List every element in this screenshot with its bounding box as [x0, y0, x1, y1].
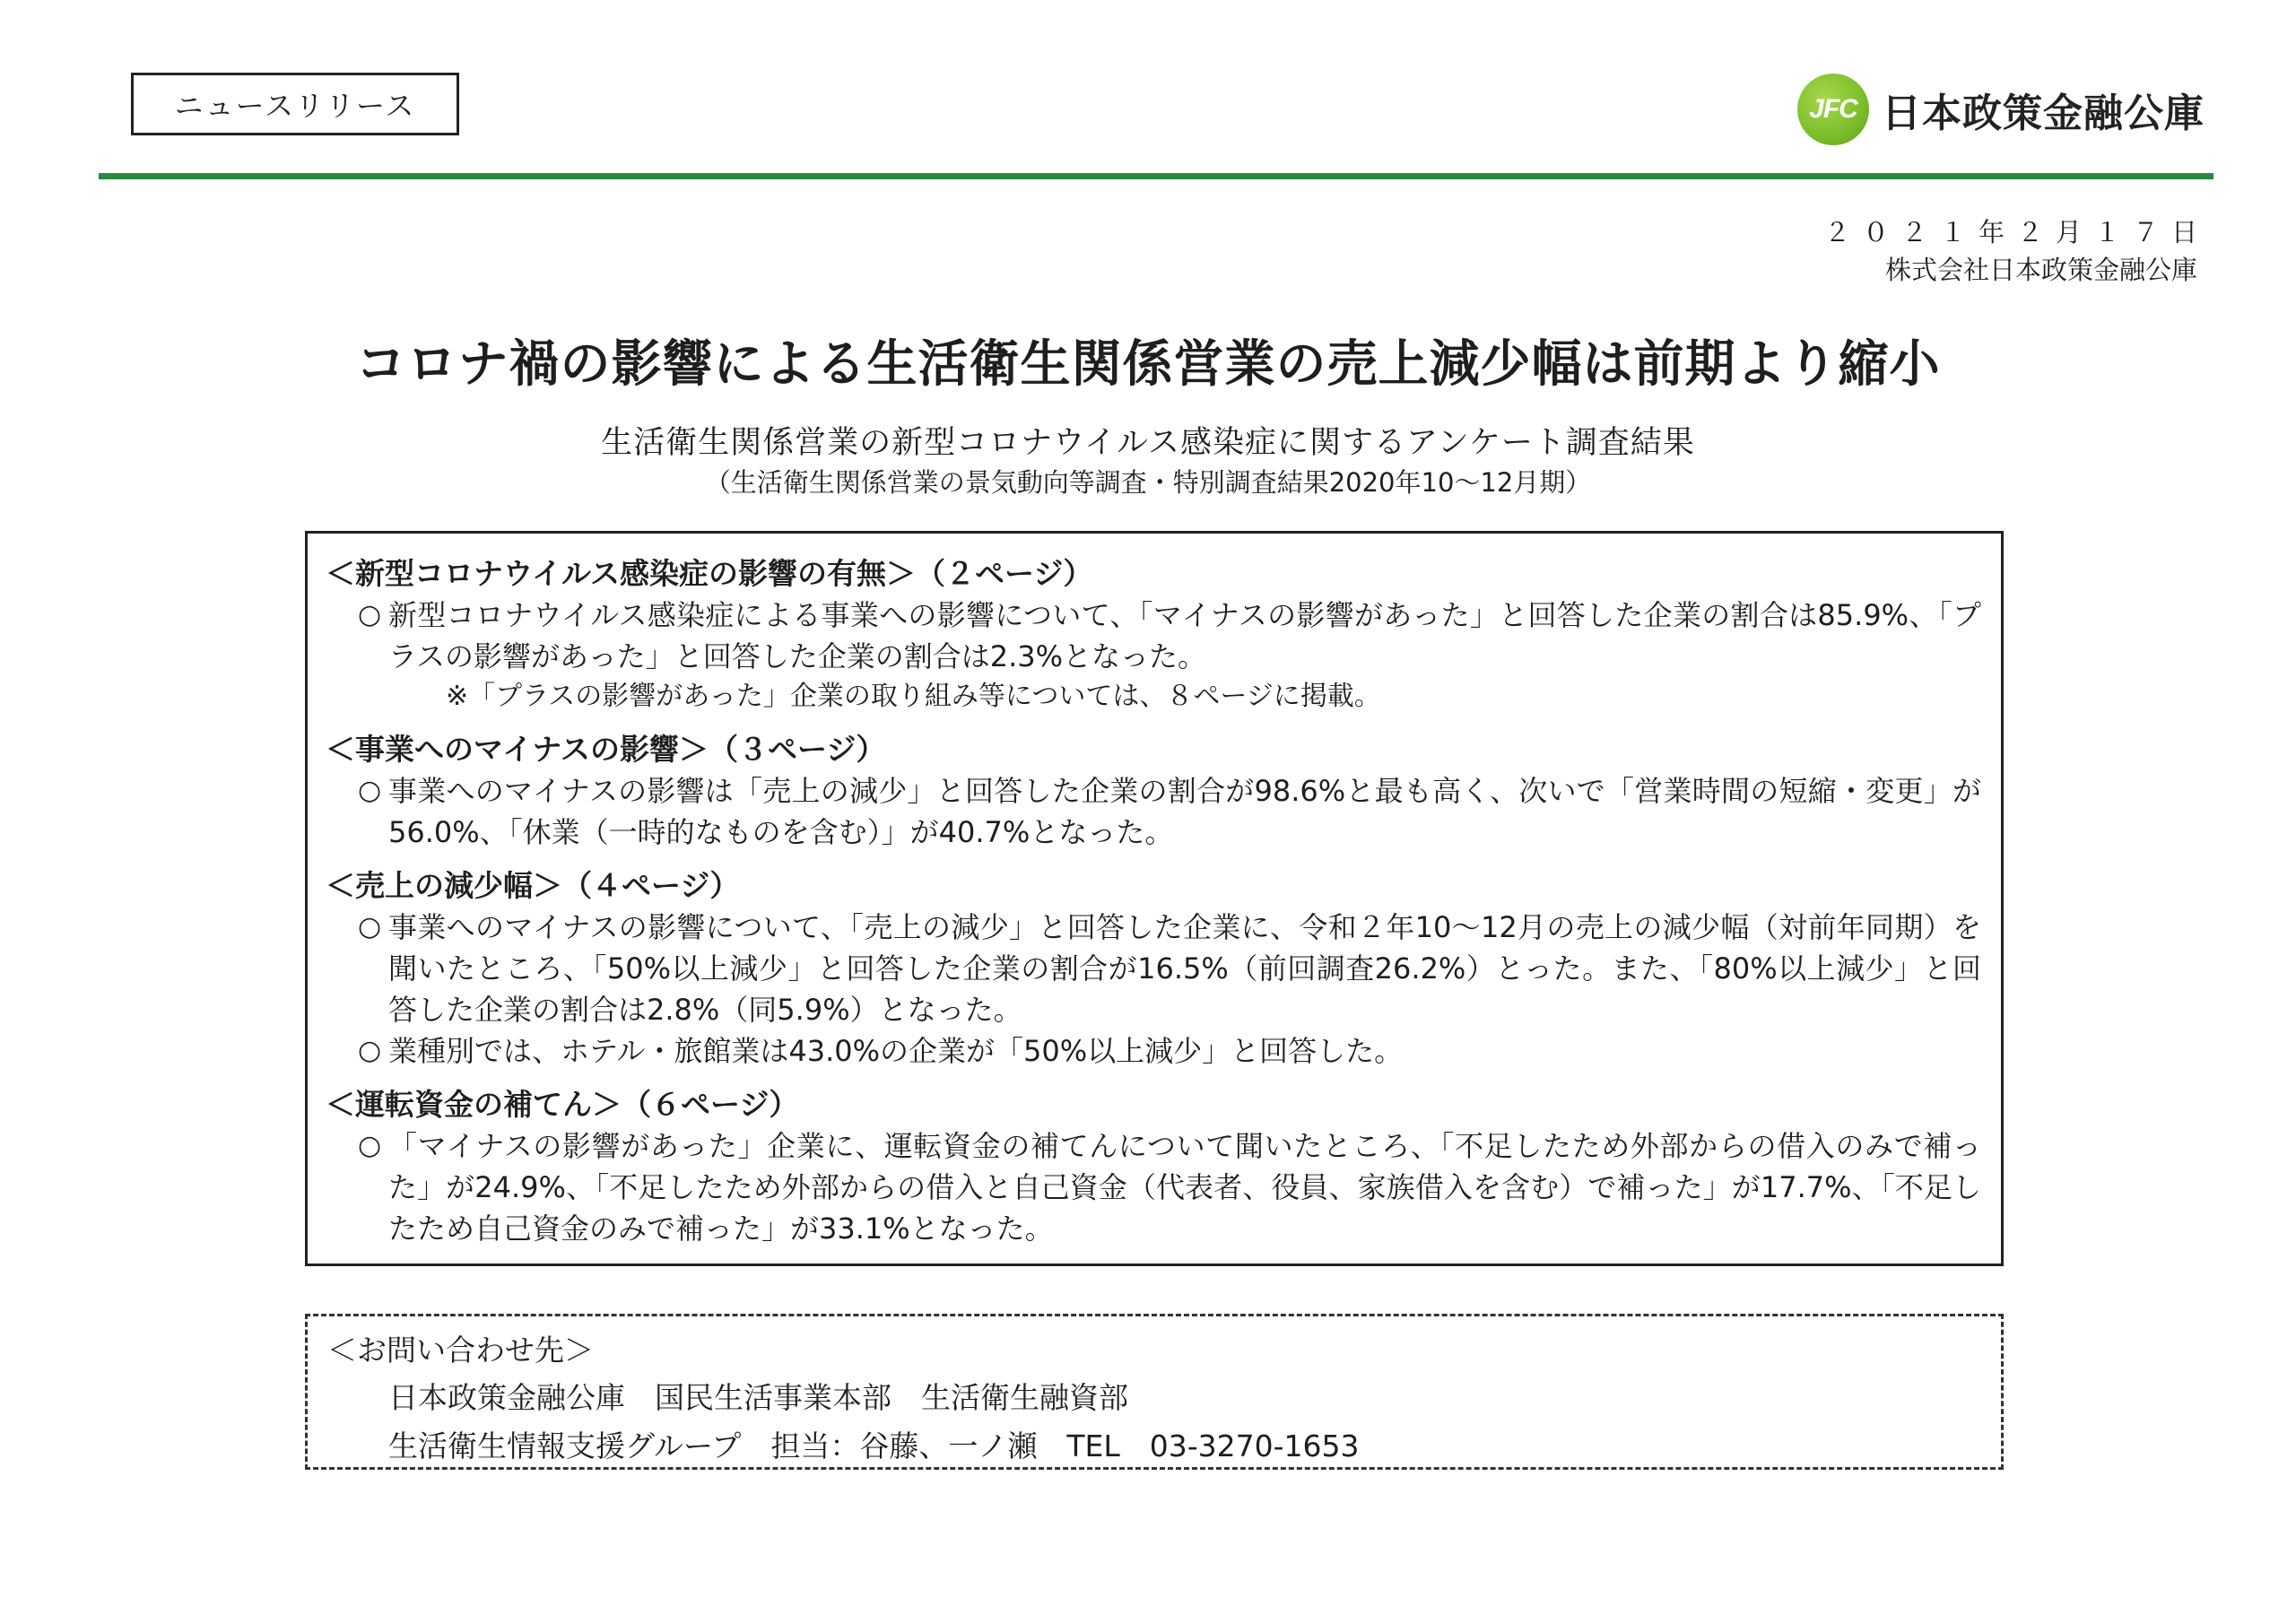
bullet-text: 新型コロナウイルス感染症による事業への影響について、「マイナスの影響があった」と回答した企業の割合は85.9%、「プラスの影響があった」と回答した企業の割合は2.3%となった。 [388, 598, 1981, 673]
header-divider [99, 173, 2213, 179]
jfc-logo-name: 日本政策金融公庫 [1882, 91, 2205, 136]
contact-person-phone: 生活衛生情報支援グループ 担当：谷藤、一ノ瀬 TEL 03-3270-1653 [388, 1429, 1360, 1463]
sub-title-note: （生活衛生関係営業の景気動向等調査・特別調査結果2020年10～12月期） [704, 467, 1592, 498]
section-heading-text: ＜運転資金の補てん＞ [326, 1087, 622, 1122]
date-block [1823, 213, 2210, 289]
bullet-text: 事業へのマイナスの影響は「売上の減少」と回答した企業の割合が98.6%と最も高く、次いで「営業時間の短縮・変更」が56.0%、「休業（一時的なものを含む）」が40.7%となった。 [388, 774, 1981, 849]
section-page-ref: （３ページ） [709, 732, 886, 767]
bullet-circle-icon: ○ [358, 1035, 382, 1066]
bullet-circle-icon: ○ [358, 775, 382, 806]
section-heading [326, 553, 1981, 595]
bullet-circle-icon: ○ [358, 599, 382, 630]
contact-heading: ＜お問い合わせ先＞ [327, 1333, 594, 1368]
section-negative-impact [326, 729, 1981, 853]
bullet-text: 「マイナスの影響があった」企業に、運転資金の補てんについて聞いたところ、「不足したため外部からの借入のみで補った」が24.9%、「不足したため外部からの借入と自己資金（代表者、役員、家族借入を含む）で補った」が17.7%、「不足したため自己資金のみで補った」が33.1%となった。 [388, 1129, 1981, 1246]
section-impact [326, 553, 1981, 716]
section-working-capital [326, 1084, 1981, 1249]
bullet-item [326, 595, 1981, 677]
bullet-text: 事業へのマイナスの影響について、「売上の減少」と回答した企業に、令和２年10～12月の売上の減少幅（対前年同期）を聞いたところ、「50%以上減少」と回答した企業の割合が16.5%（前回調査26.2%）とった。また、「80%以上減少」と回答した企業の割合は2.8%（同5.9%）となった。 [388, 910, 1981, 1027]
bullet-item [326, 1030, 1981, 1072]
section-note: ※「プラスの影響があった」企業の取り組み等については、８ページに掲載。 [446, 681, 1381, 712]
section-heading-text: ＜事業へのマイナスの影響＞ [326, 732, 709, 767]
bullet-circle-icon: ○ [358, 1130, 382, 1161]
jfc-logo-mark: JFC [1797, 74, 1869, 145]
section-page-ref: （６ページ） [622, 1087, 799, 1122]
section-page-ref: （４ページ） [562, 868, 740, 903]
contact-box [305, 1314, 2004, 1470]
news-release-badge: ニュースリリース [131, 73, 459, 135]
bullet-item [326, 1125, 1981, 1249]
issuer-name: 株式会社日本政策金融公庫 [1884, 255, 2197, 285]
summary-box [305, 531, 2004, 1266]
bullet-text: 業種別では、ホテル・旅館業は43.0%の企業が「50%以上減少」と回答した。 [388, 1034, 1404, 1068]
section-heading-text: ＜新型コロナウイルス感染症の影響の有無＞ [326, 556, 917, 591]
bullet-item [326, 770, 1981, 853]
section-heading [326, 865, 1981, 907]
main-title: コロナ禍の影響による生活衛生関係営業の売上減少幅は前期より縮小 [355, 335, 1941, 394]
jfc-logo [1797, 74, 2205, 145]
release-date: ２０２１年２月１７日 [1823, 217, 2210, 248]
section-heading [326, 729, 1981, 770]
sub-title: 生活衛生関係営業の新型コロナウイルス感染症に関するアンケート調査結果 [601, 425, 1695, 461]
contact-department: 日本政策金融公庫 国民生活事業本部 生活衛生融資部 [388, 1380, 1128, 1415]
section-sales-decline [326, 865, 1981, 1072]
bullet-item [326, 907, 1981, 1030]
section-page-ref: （２ページ） [916, 556, 1093, 591]
bullet-circle-icon: ○ [358, 911, 382, 942]
section-heading-text: ＜売上の減少幅＞ [326, 868, 562, 903]
section-heading [326, 1084, 1981, 1125]
